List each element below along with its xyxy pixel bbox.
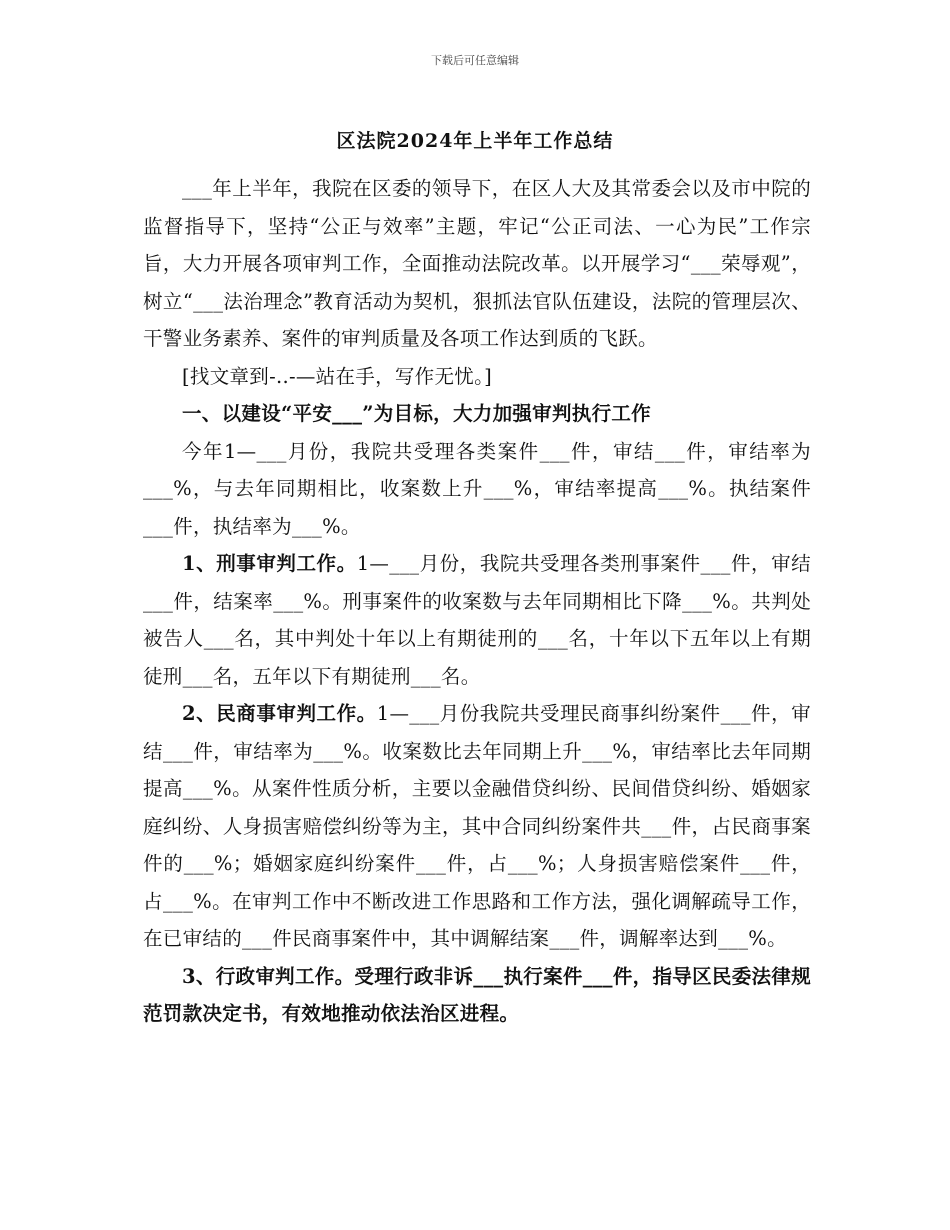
page-header-note: 下载后可任意编辑 bbox=[431, 54, 519, 67]
admin-paragraph: 3、行政审判工作。受理行政非诉___执行案件___件，指导区民委法律规范罚款决定书，有效地推动依法治区进程。 bbox=[143, 964, 811, 1025]
criminal-heading: 1、刑事审判工作。 bbox=[182, 552, 357, 575]
page-title: 区法院2024年上半年工作总结 bbox=[336, 130, 614, 152]
section1-heading: 一、以建设“平安___”为目标，大力加强审判执行工作 bbox=[182, 402, 651, 425]
criminal-paragraph bbox=[143, 545, 811, 695]
civil-paragraph bbox=[143, 695, 811, 958]
section1-paragraph: 今年1—___月份，我院共受理各类案件___件，审结___件，审结率为___%，与去年同期相比，收案数上升___%，审结率提高___%。执结案件___件，执结率为___%。 bbox=[143, 439, 811, 538]
document-body bbox=[143, 170, 811, 1033]
civil-text: 1—___月份我院共受理民商事纠纷案件___件，审结___件，审结率为___%。收案数比去年同期上升___%，审结率比去年同期提高___%。从案件性质分析，主要以金融借贷纠纷、民间借贷纠纷、婚姻家庭纠纷、人身损害赔偿纠纷等为主，其中合同纠纷案件共___件，占民商事案件的___%；婚姻家庭纠纷案件___件，占___%；人身损害赔偿案件___件，占___%。在审判工作中不断改进工作思路和工作方法，强化调解疏导工作，在已审结的___件民商事案件中，其中调解结案___件，调解率达到___%。 bbox=[143, 702, 811, 950]
link-paragraph: [找文章到-..-—站在手，写作无忧。] bbox=[182, 364, 493, 388]
intro-paragraph: ___年上半年，我院在区委的领导下，在区人大及其常委会以及市中院的监督指导下，坚持“公正与效率”主题，牢记“公正司法、一心为民”工作宗旨，大力开展各项审判工作，全面推动法院改革。以开展学习“___荣辱观”，树立“___法治理念”教育活动为契机，狠抓法官队伍建设，法院的管理层次、干警业务素养、案件的审判质量及各项工作达到质的飞跃。 bbox=[143, 177, 811, 350]
criminal-text: 1—___月份，我院共受理各类刑事案件___件，审结___件，结案率___%。刑事案件的收案数与去年同期相比下降___%。共判处被告人___名，其中判处十年以上有期徒刑的___名，十年以下五年以上有期徒刑___名，五年以下有期徒刑___名。 bbox=[143, 552, 811, 688]
civil-heading: 2、民商事审判工作。 bbox=[182, 702, 377, 725]
